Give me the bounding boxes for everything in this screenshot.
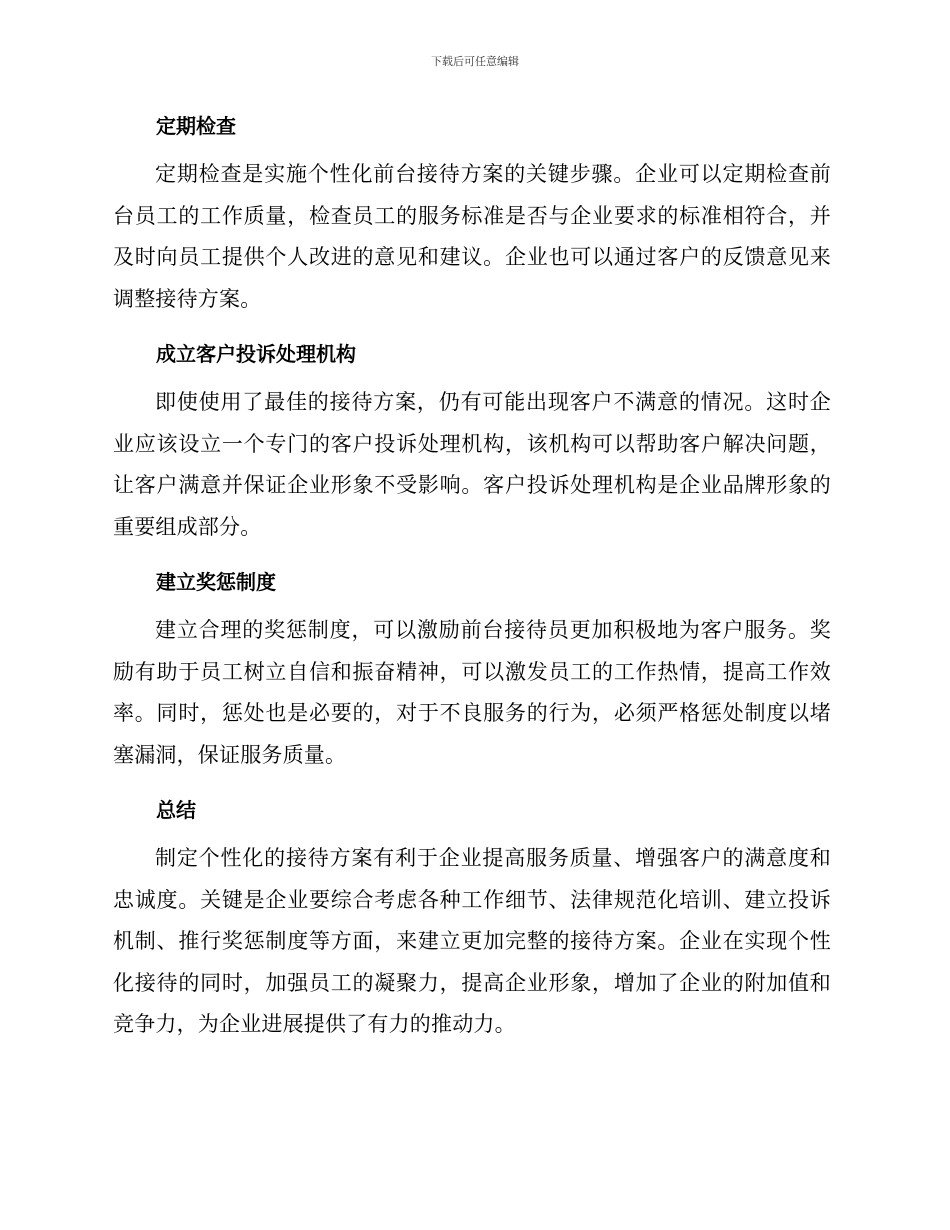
section-body-summary: 制定个性化的接待方案有利于企业提高服务质量、增强客户的满意度和忠诚度。关键是企业要综合考虑各种工作细节、法律规范化培训、建立投诉机制、推行奖惩制度等方面，来建立更加完整的接待方案。企业在实现个性化接待的同时，加强员工的凝聚力，提高企业形象，增加了企业的附加值和竞争力，为企业进展提供了有力的推动力。	[113, 846, 831, 1036]
section-heading-reward-punishment: 建立奖惩制度	[156, 570, 276, 594]
section-body-complaint-handling: 即使使用了最佳的接待方案，仍有可能出现客户不满意的情况。这时企业应该设立一个专门的客户投诉处理机构，该机构可以帮助客户解决问题，让客户满意并保证企业形象不受影响。客户投诉处理机构是企业品牌形象的重要组成部分。	[113, 390, 831, 539]
section-body-regular-inspection: 定期检查是实施个性化前台接待方案的关键步骤。企业可以定期检查前台员工的工作质量，检查员工的服务标准是否与企业要求的标准相符合，并及时向员工提供个人改进的意见和建议。企业也可以通过客户的反馈意见来调整接待方案。	[113, 162, 831, 311]
page-header: 下载后可任意编辑	[431, 55, 519, 68]
section-heading-summary: 总结	[156, 798, 196, 822]
section-heading-complaint-handling: 成立客户投诉处理机构	[156, 342, 356, 366]
section-heading-regular-inspection: 定期检查	[156, 114, 236, 138]
section-body-reward-punishment: 建立合理的奖惩制度，可以激励前台接待员更加积极地为客户服务。奖励有助于员工树立自信和振奋精神，可以激发员工的工作热情，提高工作效率。同时，惩处也是必要的，对于不良服务的行为，必须严格惩处制度以堵塞漏洞，保证服务质量。	[113, 618, 831, 767]
document-body	[113, 106, 831, 1046]
